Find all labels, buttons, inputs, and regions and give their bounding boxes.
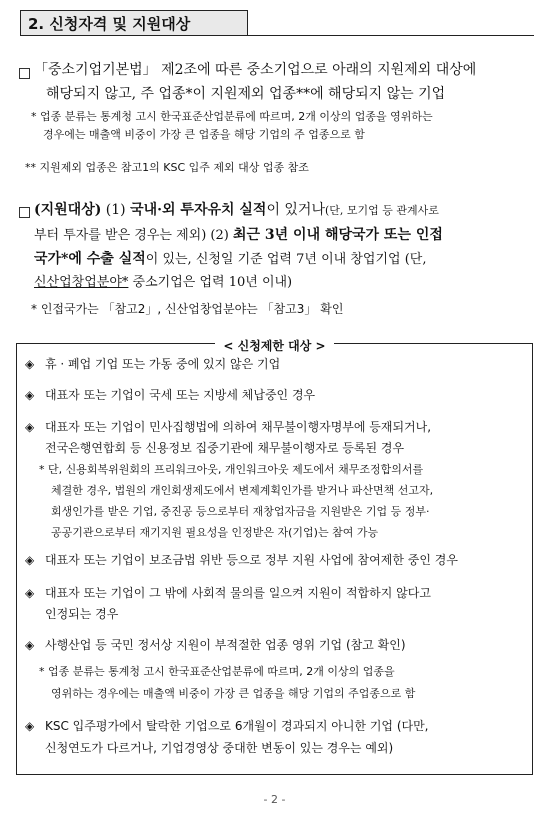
restriction-6-note2: 영위하는 경우에는 매출액 비중이 가장 큰 업종을 해당 기업의 주업종으로 함 — [51, 687, 416, 700]
item2-line2 — [34, 225, 443, 246]
item1-line2: 해당되지 않고, 주 업종*이 지원제외 업종**에 해당되지 않는 기업 — [46, 86, 446, 102]
restrictions-title: < 신청제한 대상 > — [215, 339, 333, 353]
restriction-1: 휴 · 폐업 기업 또는 가동 중에 있지 않은 기업 — [45, 357, 281, 371]
restriction-3-line1: 대표자 또는 기업이 민사집행법에 의하여 채무불이행자명부에 등재되거나, — [45, 420, 432, 434]
checkbox-icon — [19, 68, 30, 79]
restriction-3-note4: 공공기관으로부터 재기지원 필요성을 인정받은 자(기업)는 참여 가능 — [51, 526, 379, 539]
diamond-bullet-icon: ◈ — [25, 420, 35, 434]
item2-label: (지원대상) — [34, 202, 102, 218]
restriction-4: 대표자 또는 기업이 보조금법 위반 등으로 정부 지원 사업에 참여제한 중인 경우 — [45, 553, 458, 567]
item2-export: 국가*에 수출 실적 — [34, 251, 146, 267]
diamond-bullet-icon: ◈ — [25, 638, 35, 652]
item1-note2: ** 지원제외 업종은 참고1의 KSC 입주 제외 대상 업종 참조 — [25, 161, 309, 174]
diamond-bullet-icon: ◈ — [25, 357, 35, 371]
item1-note1-line2: 경우에는 매출액 비중이 가장 큰 업종을 해당 기업의 주 업종으로 함 — [43, 128, 365, 141]
item1-note1-line1: * 업종 분류는 통계청 고시 한국표준산업분류에 따르며, 2개 이상의 업종을 영위하는 — [31, 110, 433, 123]
item2-line3 — [34, 249, 426, 270]
item2-line4 — [34, 273, 292, 293]
item2-line1 — [34, 200, 439, 221]
restriction-7-line1: KSC 입주평가에서 탈락한 기업으로 6개월이 경과되지 아니한 기업 (다만, — [45, 719, 429, 733]
page-number: - 2 - — [263, 793, 286, 806]
diamond-bullet-icon: ◈ — [25, 719, 35, 733]
diamond-bullet-icon: ◈ — [25, 553, 35, 567]
item2-new-industry: 신산업창업분야* — [34, 275, 129, 290]
item2-line4-b: 중소기업은 업력 10년 이내) — [128, 275, 293, 290]
restriction-2: 대표자 또는 기업이 국세 또는 지방세 체납중인 경우 — [45, 388, 316, 402]
restriction-5-line1: 대표자 또는 기업이 그 밖에 사회적 물의를 일으켜 지원이 적합하지 않다고 — [45, 586, 431, 600]
restriction-3-note3: 회생인가를 받은 기업, 중진공 등으로부터 재창업자금을 지원받은 기업 등 정부· — [51, 505, 430, 518]
header-rule — [248, 35, 534, 36]
item2-note: * 인접국가는 「참고2」, 신산업창업분야는 「참고3」 확인 — [31, 302, 344, 316]
item2-line2-a: 부터 투자를 받은 경우는 제외) (2) — [34, 228, 233, 243]
item2-exception: (단, 모기업 등 관계사로 — [324, 204, 439, 217]
restriction-3-line2: 전국은행연합회 등 신용정보 집중기관에 채무불이행자로 등록된 경우 — [45, 441, 405, 455]
item2-or: 이 있거나 — [266, 202, 325, 218]
section-title: 2. 신청자격 및 지원대상 — [20, 10, 248, 36]
item2-line3-b: 이 있는, 신청일 기준 업력 7년 이내 창업기업 (단, — [145, 252, 427, 267]
restrictions-box — [16, 339, 533, 775]
diamond-bullet-icon: ◈ — [25, 586, 35, 600]
restriction-6: 사행산업 등 국민 정서상 지원이 부적절한 업종 영위 기업 (참고 확인) — [45, 638, 406, 652]
item2-investment: 국내·외 투자유치 실적 — [130, 202, 267, 218]
item2-line2-b: 최근 3년 이내 해당국가 또는 인접 — [232, 227, 443, 243]
item2-num1: (1) — [101, 202, 131, 218]
diamond-bullet-icon: ◈ — [25, 388, 35, 402]
checkbox-icon — [19, 207, 30, 218]
item1-line1: 「중소기업기본법」 제2조에 따른 중소기업으로 아래의 지원제외 대상에 — [34, 62, 477, 78]
restriction-3-note2: 체결한 경우, 법원의 개인회생제도에서 변제계획인가를 받거나 파산면책 선고자, — [51, 484, 434, 497]
restriction-5-line2: 인정되는 경우 — [45, 607, 119, 621]
restriction-3-note1: * 단, 신용회복위원회의 프리워크아웃, 개인워크아웃 제도에서 채무조정합의서를 — [39, 463, 424, 476]
restriction-7-line2: 신청연도가 다르거나, 기업경영상 중대한 변동이 있는 경우는 예외) — [45, 741, 394, 755]
restriction-6-note1: * 업종 분류는 통계청 고시 한국표준산업분류에 따르며, 2개 이상의 업종을 — [39, 665, 395, 678]
